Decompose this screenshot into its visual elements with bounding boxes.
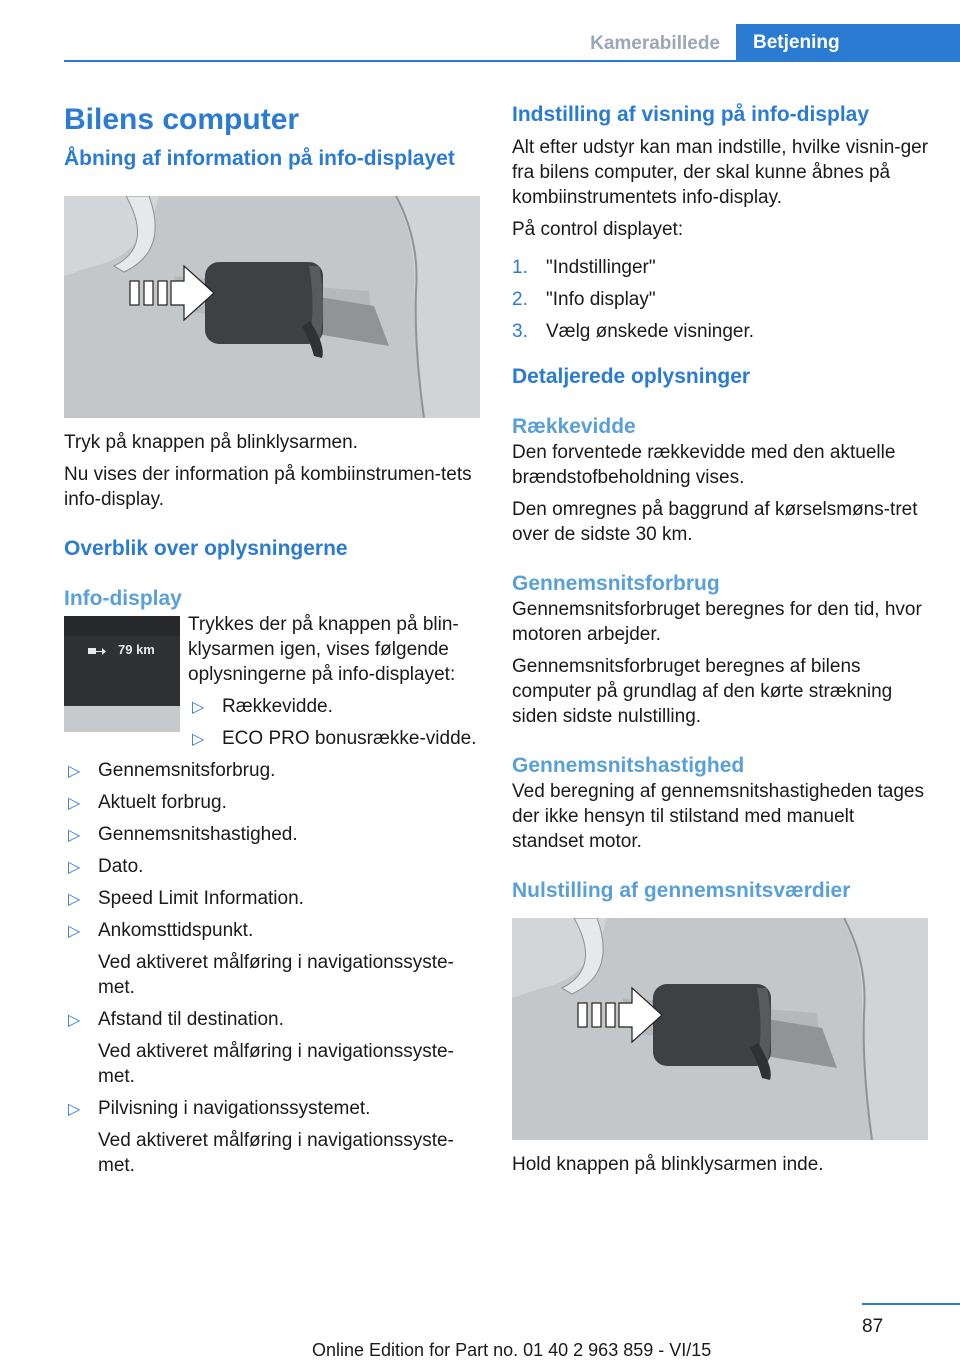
triangle-bullet-icon: ▷: [68, 859, 81, 876]
subheading-info-display: Info-display: [64, 587, 182, 610]
stalk-button-illustration-reset: [512, 918, 928, 1140]
page-header: [64, 24, 960, 62]
paragraph-control-display: På control displayet:: [512, 219, 684, 240]
list-item: ▷ Gennemsnitshastighed.: [64, 822, 482, 847]
subheading-avg-speed: Gennemsnitshastighed: [512, 754, 745, 777]
list-item: 3. Vælg ønskede visninger.: [512, 321, 755, 342]
list-item: ▷ ECO PRO bonusrække-vidde.: [188, 726, 482, 751]
display-svg: [64, 616, 180, 732]
triangle-bullet-icon: ▷: [68, 795, 81, 812]
tab-betjening[interactable]: Betjening: [736, 24, 960, 62]
list-item: ▷ Speed Limit Information.: [64, 886, 482, 911]
list-item: ▷ Rækkevidde.: [188, 694, 482, 719]
display-readout: 79 km: [118, 642, 155, 657]
right-column: [512, 100, 930, 1177]
info-items-list: [64, 758, 482, 1178]
stalk-illustration-svg: [64, 196, 480, 418]
section-heading-details: Detaljerede oplysninger: [512, 365, 751, 388]
subheading-reset: Nulstilling af gennemsnitsværdier: [512, 879, 851, 902]
paragraph-consumption-2: Gennemsnitsforbruget beregnes af bilens computer på grundlag af den kørte strækning siden sidste nulstilling.: [512, 656, 893, 727]
info-display-block: [64, 612, 482, 751]
list-item: ▷ Pilvisning i navigationssystemet. Ved aktiveret målføring i navigationssyste-met.: [68, 1098, 454, 1176]
section-heading-open-info: Åbning af information på info-displayet: [64, 147, 455, 170]
subheading-range: Rækkevidde: [512, 415, 636, 438]
paragraph-range-1: Den forventede rækkevidde med den aktuelle brændstofbeholdning vises.: [512, 442, 896, 488]
info-display-image: [64, 616, 180, 732]
triangle-bullet-icon: ▷: [68, 1101, 81, 1118]
info-display-list: [188, 694, 482, 751]
list-item: 2. "Info display": [512, 289, 656, 310]
triangle-bullet-icon: ▷: [68, 1012, 81, 1029]
subheading-avg-consumption: Gennemsnitsforbrug: [512, 572, 720, 595]
paragraph-hold-button: Hold knappen på blinklysarmen inde.: [512, 1154, 824, 1175]
list-item: ▷ Ankomsttidspunkt. Ved aktiveret målføring i navigationssyste-met.: [68, 920, 454, 998]
paragraph-avg-speed: Ved beregning af gennemsnitshastigheden tages der ikke hensyn til stilstand med manuelt standset motor.: [512, 781, 924, 852]
stalk-illustration-svg: [512, 918, 928, 1140]
settings-steps: [512, 255, 930, 344]
header-rule: [64, 60, 960, 62]
list-item: ▷ Gennemsnitsforbrug.: [64, 758, 482, 783]
triangle-bullet-icon: ▷: [68, 891, 81, 908]
list-item: ▷ Afstand til destination. Ved aktiveret målføring i navigationssyste-met.: [68, 1009, 454, 1087]
list-item: 1. "Indstillinger": [512, 257, 656, 278]
paragraph-consumption-1: Gennemsnitsforbruget beregnes for den tid, hvor motoren arbejder.: [512, 599, 922, 645]
list-item: ▷ Aktuelt forbrug.: [64, 790, 482, 815]
left-column: [64, 100, 482, 1185]
triangle-bullet-icon: ▷: [68, 923, 81, 940]
paragraph-range-2: Den omregnes på baggrund af kørselsmøns-tret over de sidste 30 km.: [512, 499, 918, 545]
triangle-bullet-icon: ▷: [68, 763, 81, 780]
page-number: 87: [862, 1316, 884, 1337]
list-item: ▷ Dato.: [64, 854, 482, 879]
page-title: Bilens computer: [64, 103, 300, 136]
paragraph-info-intro: Trykkes der på knappen på blin-klysarmen igen, vises følgende oplysningerne på info-displayet:: [188, 614, 459, 685]
triangle-bullet-icon: ▷: [192, 699, 205, 716]
paragraph-info-shown: Nu vises der information på kombiinstrumen-tets info-display.: [64, 464, 472, 510]
tab-kamerabillede[interactable]: Kamerabillede: [590, 33, 720, 54]
footer-rule: [862, 1303, 960, 1305]
stalk-button-illustration: [64, 196, 480, 418]
online-edition-note: Online Edition for Part no. 01 40 2 963 859 - VI/15: [312, 1340, 712, 1360]
section-heading-overview: Overblik over oplysningerne: [64, 537, 348, 560]
triangle-bullet-icon: ▷: [68, 827, 81, 844]
section-heading-settings: Indstilling af visning på info-display: [512, 103, 870, 126]
info-display-text: [188, 612, 482, 751]
triangle-bullet-icon: ▷: [192, 731, 205, 748]
paragraph-settings: Alt efter udstyr kan man indstille, hvilke visnin-ger fra bilens computer, der skal kunne åbnes på kombiinstrumentets info-display.: [512, 137, 929, 208]
paragraph-press-button: Tryk på knappen på blinklysarmen.: [64, 432, 358, 453]
